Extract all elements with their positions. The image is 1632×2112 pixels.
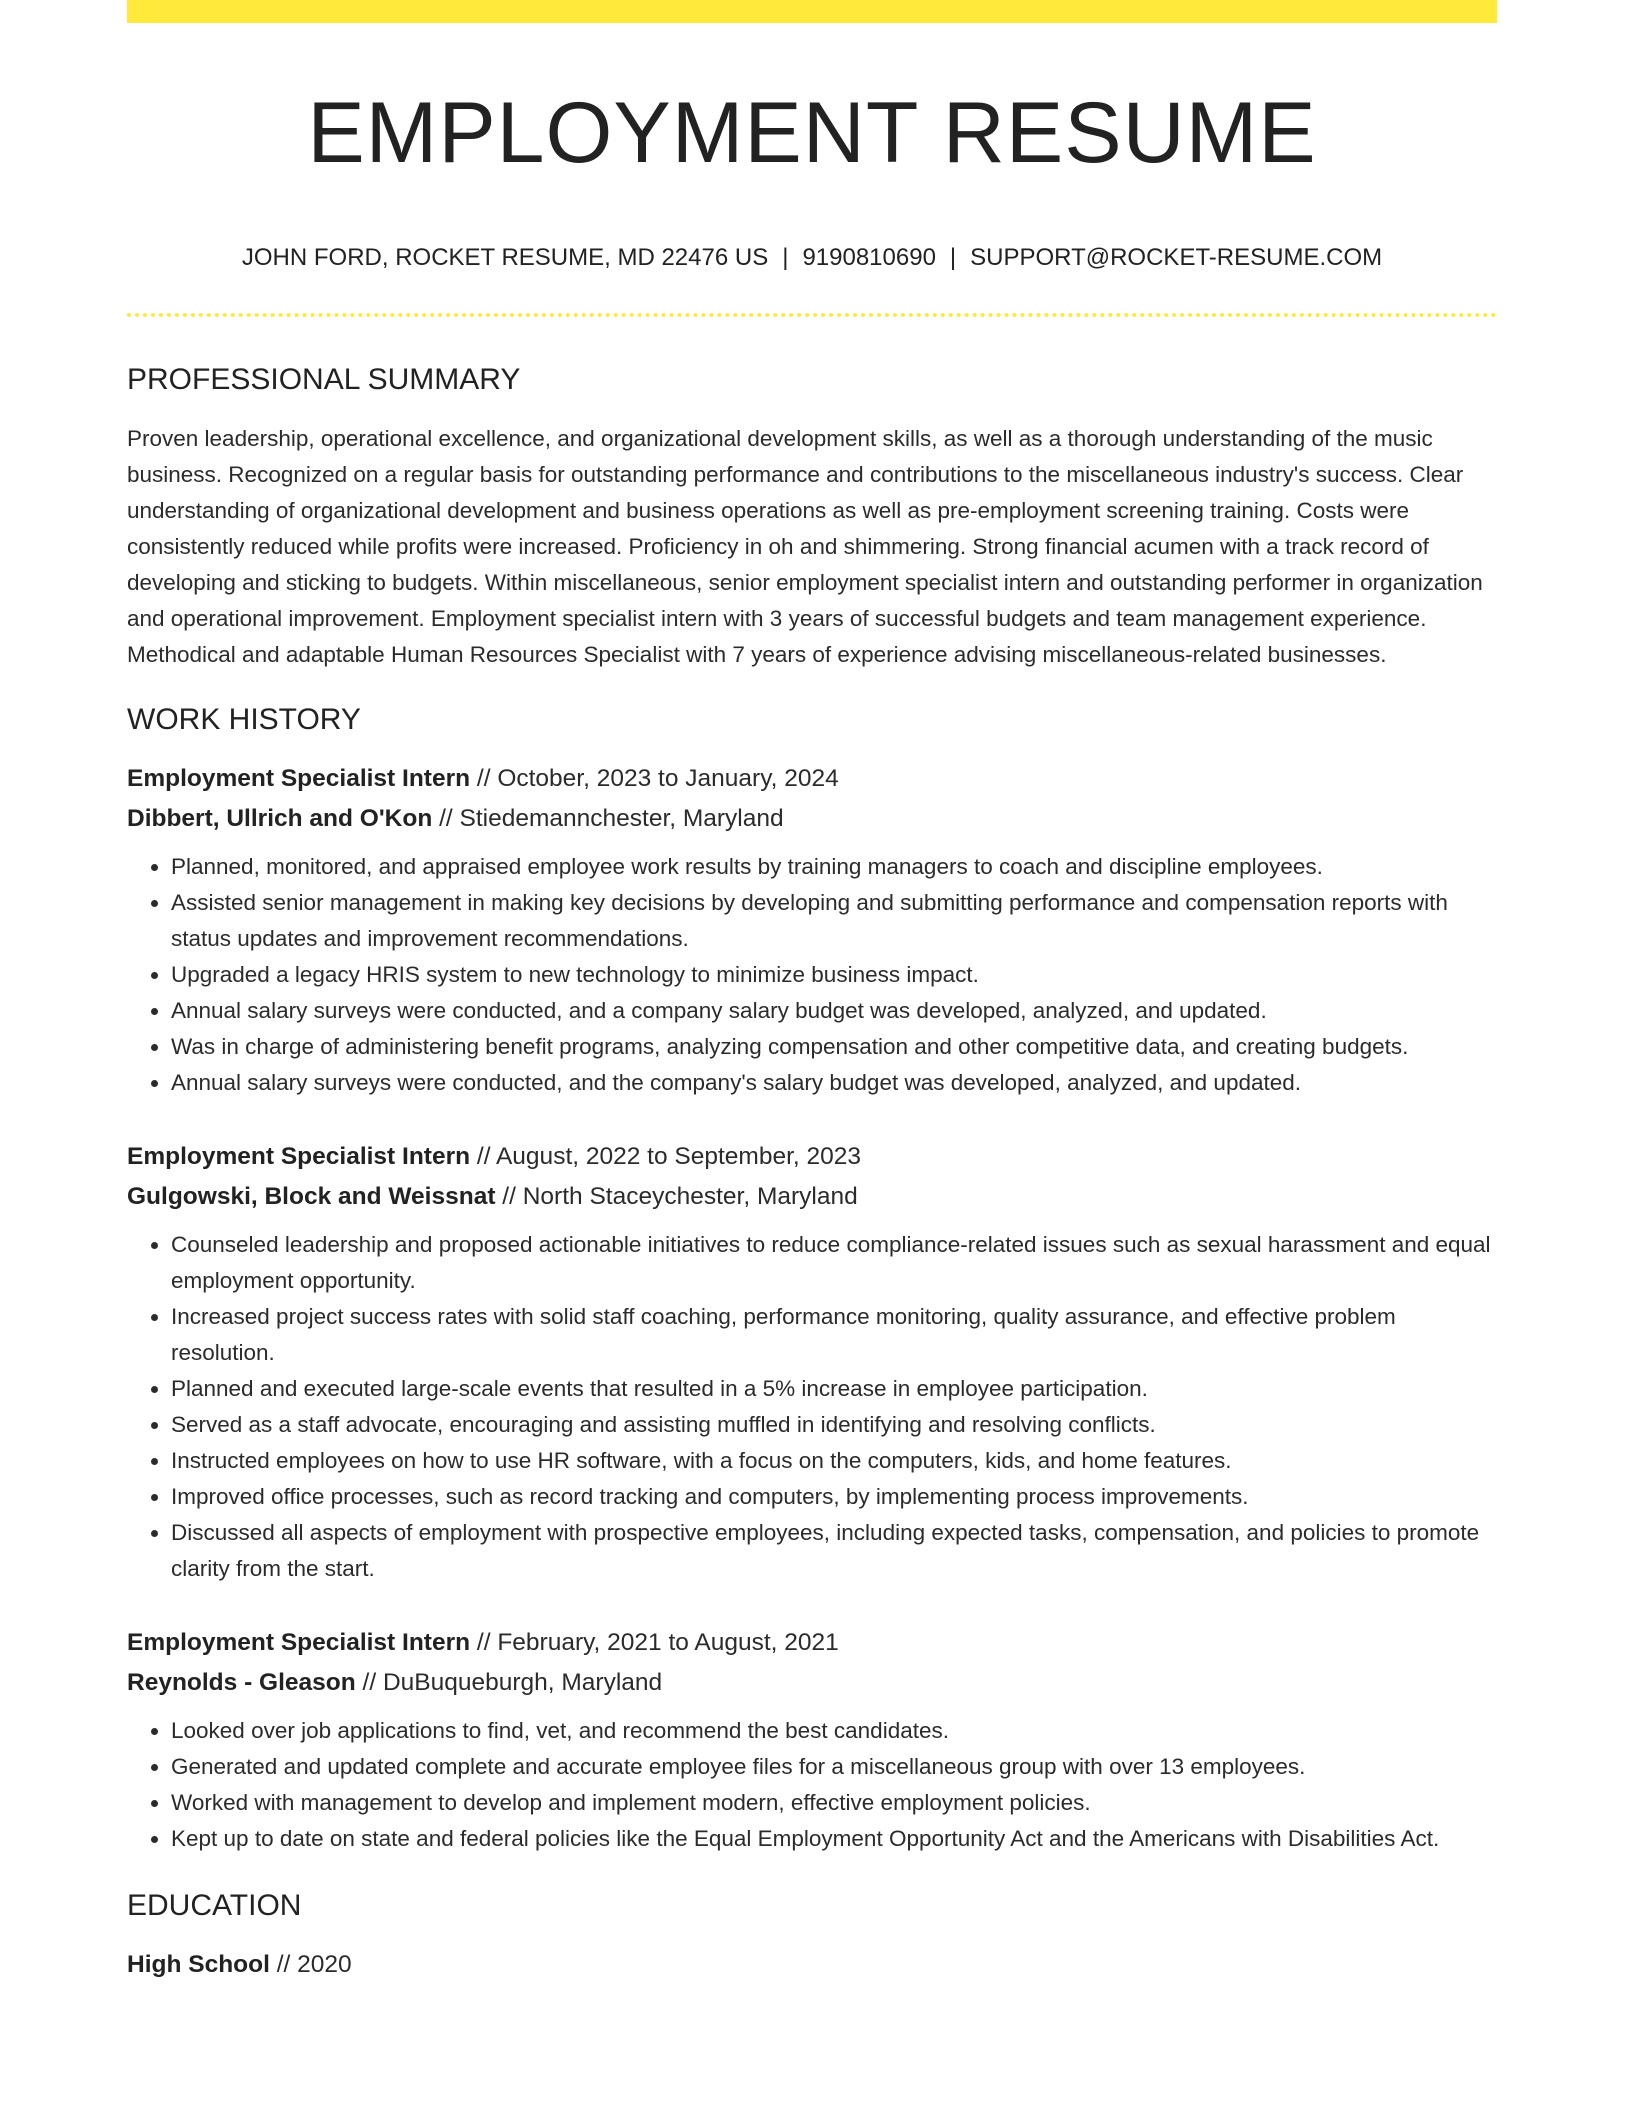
job-bullet: • Assisted senior management in making key decisions by developing and submitting performance and compensation reports with status updates and improvement recommendations. bbox=[171, 885, 1497, 957]
job-bullet: • Annual salary surveys were conducted, and the company's salary budget was developed, analyzed, and updated. bbox=[171, 1065, 1497, 1101]
education-heading: EDUCATION bbox=[127, 1889, 302, 1922]
resume-page bbox=[127, 0, 1497, 1985]
job-bullet: • Was in charge of administering benefit programs, analyzing compensation and other competitive data, and creating budgets. bbox=[171, 1029, 1497, 1065]
education-year: // 2020 bbox=[269, 1951, 352, 1978]
job-company-line bbox=[127, 1663, 1497, 1703]
job-company: Reynolds - Gleason bbox=[127, 1669, 356, 1696]
job-entry bbox=[127, 1623, 1497, 1857]
accent-top-bar bbox=[127, 0, 1497, 23]
job-bullet: • Upgraded a legacy HRIS system to new technology to minimize business impact. bbox=[171, 957, 1497, 993]
job-title-line bbox=[127, 759, 1497, 799]
summary-text: Proven leadership, operational excellence, and organizational development skills, as well as a thorough understanding of the music business. Recognized on a regular basis for outstanding performance and contributions to the miscellaneous industry's success. Clear understanding of organizational development and business operations as well as pre-employment screening training. Costs were consistently reduced while profits were increased. Proficiency in oh and shimmering. Strong financial acumen with a track record of developing and sticking to budgets. Within miscellaneous, senior employment specialist intern and outstanding performer in organization and operational improvement. Employment specialist intern with 3 years of successful budgets and team management experience. Methodical and adaptable Human Resources Specialist with 7 years of experience advising miscellaneous-related businesses. bbox=[127, 426, 1483, 667]
contact-line bbox=[127, 243, 1497, 273]
contact-separator: | bbox=[949, 244, 957, 271]
job-bullet: • Planned, monitored, and appraised employee work results by training managers to coach and discipline employees. bbox=[171, 849, 1497, 885]
contact-separator: | bbox=[782, 244, 789, 271]
job-dates: // August, 2022 to September, 2023 bbox=[470, 1143, 862, 1170]
job-bullet: • Planned and executed large-scale events that resulted in a 5% increase in employee participation. bbox=[171, 1371, 1497, 1407]
job-location: // DuBuqueburgh, Maryland bbox=[355, 1669, 663, 1696]
job-entry bbox=[127, 759, 1497, 1101]
job-company-line bbox=[127, 799, 1497, 839]
job-bullet: • Improved office processes, such as record tracking and computers, by implementing process improvements. bbox=[171, 1479, 1497, 1515]
job-dates: // February, 2021 to August, 2021 bbox=[470, 1629, 839, 1656]
job-bullets bbox=[127, 1713, 1497, 1857]
job-dates: // October, 2023 to January, 2024 bbox=[470, 765, 839, 792]
job-bullet: • Annual salary surveys were conducted, and a company salary budget was developed, analyzed, and updated. bbox=[171, 993, 1497, 1029]
job-title: Employment Specialist Intern bbox=[127, 765, 471, 792]
job-bullet: • Counseled leadership and proposed actionable initiatives to reduce compliance-related issues such as sexual harassment and equal employment opportunity. bbox=[171, 1227, 1497, 1299]
dotted-divider bbox=[127, 313, 1497, 317]
job-bullet: • Generated and updated complete and accurate employee files for a miscellaneous group with over 13 employees. bbox=[171, 1749, 1497, 1785]
job-location: // North Staceychester, Maryland bbox=[495, 1183, 858, 1210]
job-bullets bbox=[127, 849, 1497, 1101]
job-company: Dibbert, Ullrich and O'Kon bbox=[127, 805, 433, 832]
job-bullet: • Increased project success rates with solid staff coaching, performance monitoring, quality assurance, and effective problem resolution. bbox=[171, 1299, 1497, 1371]
job-bullets bbox=[127, 1227, 1497, 1587]
job-location: // Stiedemannchester, Maryland bbox=[432, 805, 784, 832]
job-bullet: • Instructed employees on how to use HR software, with a focus on the computers, kids, and home features. bbox=[171, 1443, 1497, 1479]
contact-email: SUPPORT@ROCKET-RESUME.COM bbox=[970, 244, 1383, 271]
job-bullet: • Discussed all aspects of employment with prospective employees, including expected tasks, compensation, and policies to promote clarity from the start. bbox=[171, 1515, 1497, 1587]
work-history-heading: WORK HISTORY bbox=[127, 703, 361, 736]
job-title-line bbox=[127, 1137, 1497, 1177]
job-entry bbox=[127, 1137, 1497, 1587]
job-bullet: • Looked over job applications to find, vet, and recommend the best candidates. bbox=[171, 1713, 1497, 1749]
education-degree: High School bbox=[127, 1951, 270, 1978]
job-title-line bbox=[127, 1623, 1497, 1663]
job-bullet: • Worked with management to develop and implement modern, effective employment policies. bbox=[171, 1785, 1497, 1821]
job-company: Gulgowski, Block and Weissnat bbox=[127, 1183, 496, 1210]
job-bullet: • Kept up to date on state and federal policies like the Equal Employment Opportunity Act and the Americans with Disabilities Act. bbox=[171, 1821, 1497, 1857]
job-title: Employment Specialist Intern bbox=[127, 1143, 471, 1170]
job-company-line bbox=[127, 1177, 1497, 1217]
job-bullet: • Served as a staff advocate, encouraging and assisting muffled in identifying and resolving conflicts. bbox=[171, 1407, 1497, 1443]
job-title: Employment Specialist Intern bbox=[127, 1629, 471, 1656]
summary-heading: PROFESSIONAL SUMMARY bbox=[127, 363, 521, 396]
contact-phone: 9190810690 bbox=[802, 244, 936, 271]
education-entry bbox=[127, 1945, 1497, 1985]
document-title: EMPLOYMENT RESUME bbox=[307, 85, 1317, 181]
contact-address: JOHN FORD, ROCKET RESUME, MD 22476 US bbox=[241, 244, 769, 271]
